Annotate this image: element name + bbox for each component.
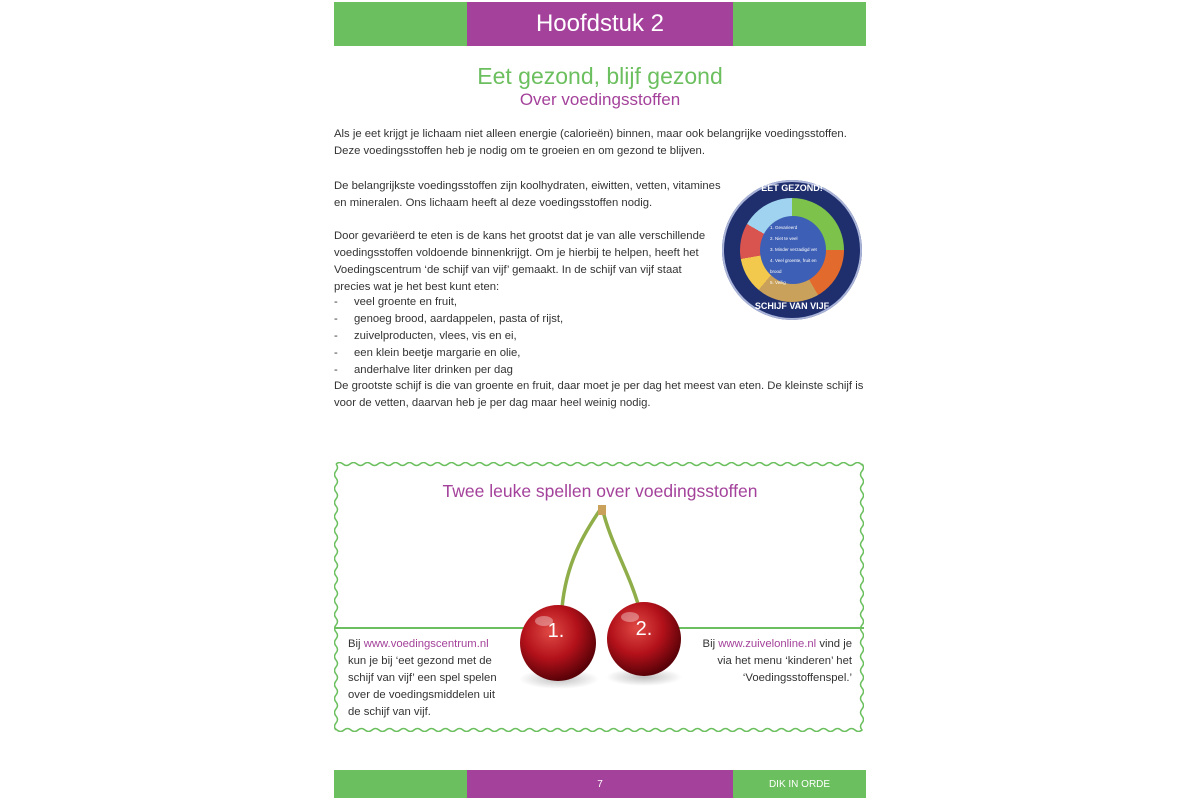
paragraph-nutrients: De belangrijkste voedingsstoffen zijn koolhydraten, eiwitten, vetten, vitamines en mineralen. Ons lichaam heeft al deze voedingsstoffen nodig. <box>334 180 721 209</box>
food-list <box>334 294 714 379</box>
game-1-text: Bij www.voedingscentrum.nl kun je bij ‘eet gezond met de schijf van vijf’ een spel spelen over de voedingsmiddelen uit de schijf van vijf. <box>348 638 497 718</box>
schijf-van-vijf-image <box>722 180 862 320</box>
chapter-header <box>334 2 866 46</box>
paragraph-disc-sizes: De grootste schijf is die van groente en fruit, daar moet je per dag het meest van eten. De kleinste schijf is voor de vetten, daarvan heb je per dag maar heel weinig nodig. <box>334 380 864 409</box>
divider-right <box>676 627 864 629</box>
page-title: Eet gezond, blijf gezond <box>477 63 723 89</box>
games-title: Twee leuke spellen over voedingsstoffen <box>442 481 758 501</box>
list-item: - een klein beetje margarie en olie, <box>334 347 521 359</box>
disc-bottom-label: SCHIJF VAN VIJF <box>754 301 830 311</box>
header-green-left <box>334 2 467 46</box>
game-2-text: Bij www.zuivelonline.nl vind je via het menu ‘kinderen’ het ‘Voedingsstoffenspel.’ <box>702 638 852 684</box>
cherries-image <box>514 503 694 703</box>
voedingscentrum-link[interactable]: www.voedingscentrum.nl <box>363 638 489 650</box>
page-subtitle: Over voedingsstoffen <box>519 90 681 109</box>
list-item: - zuivelproducten, vlees, vis en ei, <box>334 330 517 342</box>
footer-green-left <box>334 770 467 798</box>
cherry-number-1: 1. <box>547 620 565 642</box>
page-footer <box>334 770 866 798</box>
disc-rules: 1. Gevarieerd 2. Niet te veel 3. Minder verzadigd vet 4. Veel groente, fruit en brood 5. Veilig <box>760 216 826 284</box>
chapter-title: Hoofdstuk 2 <box>467 2 733 46</box>
list-item: - veel groente en fruit, <box>334 296 457 308</box>
header-green-right <box>733 2 866 46</box>
footer-label: DIK IN ORDE <box>733 770 866 798</box>
cherry-number-2: 2. <box>635 618 653 640</box>
divider-left <box>334 627 524 629</box>
list-item: - anderhalve liter drinken per dag <box>334 364 513 376</box>
zuivelonline-link[interactable]: www.zuivelonline.nl <box>718 638 817 650</box>
paragraph-intro: Als je eet krijgt je lichaam niet alleen energie (calorieën) binnen, maar ook belangrijke voedingsstoffen. Deze voedingsstoffen heb je nodig om te groeien en om gezond te blijven. <box>334 128 847 157</box>
list-item: - genoeg brood, aardappelen, pasta of rijst, <box>334 313 564 325</box>
document-page <box>334 0 866 800</box>
page-number: 7 <box>467 770 733 798</box>
paragraph-variety: Door gevariëerd te eten is de kans het grootst dat je van alle verschillende voedingsstoffen voldoende binnenkrijgt. Om je hierbij te helpen, heeft het Voedingscentrum ‘de schijf van vijf’ gemaakt. In de schijf van vijf staat precies wat je het best kunt eten: <box>334 230 706 293</box>
disc-top-label: EET GEZOND! <box>761 183 823 193</box>
